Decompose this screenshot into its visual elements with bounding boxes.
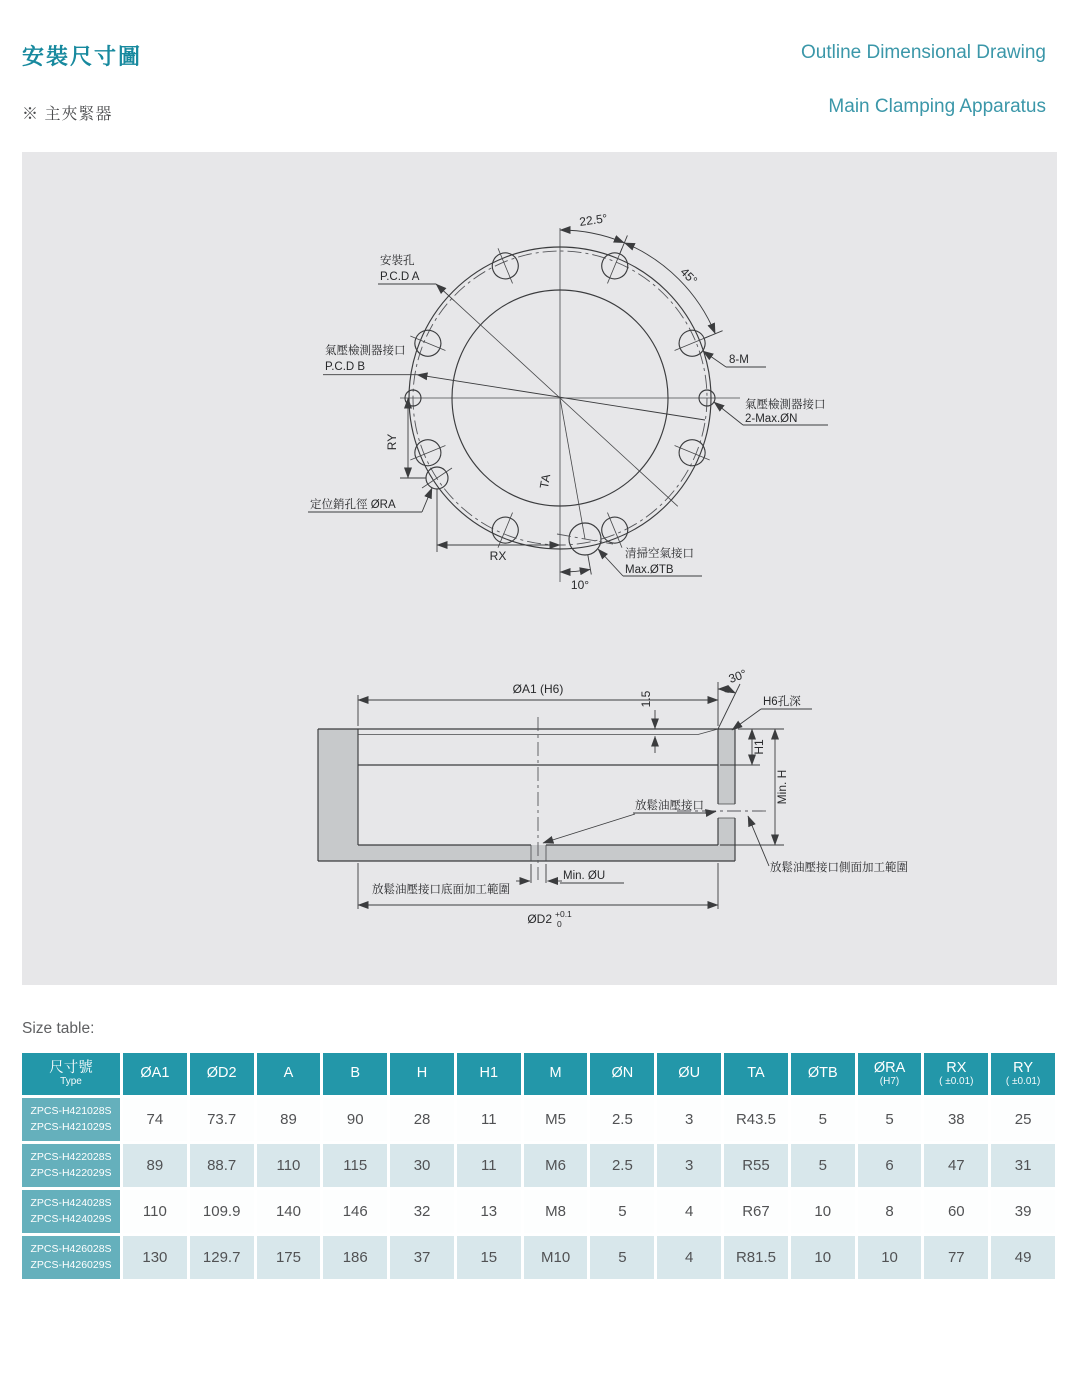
col-header-m: M [524,1053,588,1095]
value-cell: 74 [123,1098,187,1141]
pcda-leader [378,284,678,506]
page-subtitle-zh: ※ 主夾緊器 [22,106,113,123]
value-cell: 5 [590,1236,654,1279]
col-header-ra: ØRA (H7) [858,1053,922,1095]
value-cell: 5 [791,1144,855,1187]
col-header-a1: ØA1 [123,1053,187,1095]
side-view [318,666,908,929]
value-cell: 30 [390,1144,454,1187]
value-cell: 5 [858,1098,922,1141]
value-cell: 10 [791,1236,855,1279]
value-cell: 88.7 [190,1144,254,1187]
pin-hole-label: 定位銷孔徑 ØRA [310,499,396,511]
chamfer-label: 30° [726,666,749,686]
ta-label: TA [536,472,554,490]
value-cell: 110 [123,1190,187,1233]
size-table-caption: Size table: [22,1020,95,1037]
value-cell: 4 [657,1190,721,1233]
side-range-label: 放鬆油壓接口側面加工範圍 [770,862,908,874]
min-h-label: Min. H [775,769,789,805]
page-title-en-line2: Main Clamping Apparatus [828,96,1046,117]
purge-label-l2: Max.ØTB [625,564,674,576]
type-cell: ZPCS-H426028S ZPCS-H426029S [22,1236,120,1279]
h1-label: H1 [752,739,766,755]
mounting-hole-label-l2: P.C.D A [380,271,420,283]
value-cell: 140 [257,1190,321,1233]
size-table [22,1053,1055,1279]
page-title-zh: 安裝尺寸圖 [22,44,143,69]
release-port-label: 放鬆油壓接口 [635,800,704,812]
value-cell: 60 [924,1190,988,1233]
col-header-ry: RY ( ±0.01) [991,1053,1055,1095]
dimensional-drawing [22,152,1057,985]
ry-label: RY [385,433,399,451]
value-cell: 25 [991,1098,1055,1141]
value-cell: R81.5 [724,1236,788,1279]
value-cell: 89 [257,1098,321,1141]
section-right-wall-upper [718,729,735,804]
air-port-label-l2: 2-Max.ØN [745,413,798,425]
drawing-panel [22,152,1057,985]
col-header-rx: RX ( ±0.01) [924,1053,988,1095]
value-cell: 109.9 [190,1190,254,1233]
step-label: 1.5 [639,690,653,708]
col-header-a: A [257,1053,321,1095]
ry-dim [400,398,426,478]
value-cell: 11 [457,1098,521,1141]
value-cell: 77 [924,1236,988,1279]
purge-label-l1: 清掃空氣接口 [625,548,694,560]
value-cell: 6 [858,1144,922,1187]
value-cell: 28 [390,1098,454,1141]
value-cell: 39 [991,1190,1055,1233]
value-cell: 3 [657,1144,721,1187]
value-cell: 89 [123,1144,187,1187]
col-header-type: 尺寸號 Type [22,1053,120,1095]
value-cell: 49 [991,1236,1055,1279]
value-cell: 5 [590,1190,654,1233]
section-outlines [318,729,735,861]
value-cell: 13 [457,1190,521,1233]
type-cell: ZPCS-H421028S ZPCS-H421029S [22,1098,120,1141]
value-cell: 186 [323,1236,387,1279]
value-cell: R67 [724,1190,788,1233]
value-cell: 8 [858,1190,922,1233]
section-left-wall [318,729,358,861]
value-cell: 90 [323,1098,387,1141]
value-cell: 31 [991,1144,1055,1187]
type-cell: ZPCS-H424028S ZPCS-H424029S [22,1190,120,1233]
col-header-tb: ØTB [791,1053,855,1095]
type-cell: ZPCS-H422028S ZPCS-H422029S [22,1144,120,1187]
value-cell: M10 [524,1236,588,1279]
d2-tol-upper: +0.1 [555,909,572,919]
angle-45-label: 45° [677,264,701,288]
angle-10-dim [560,555,591,575]
col-header-n: ØN [590,1053,654,1095]
value-cell: R55 [724,1144,788,1187]
a1-label: ØA1 (H6) [512,682,564,696]
value-cell: 73.7 [190,1098,254,1141]
top-view [308,211,828,592]
col-header-b: B [323,1053,387,1095]
value-cell: 2.5 [590,1098,654,1141]
col-header-h1: H1 [457,1053,521,1095]
side-range-leader [748,816,769,866]
page-title-en-line1: Outline Dimensional Drawing [801,42,1046,63]
value-cell: R43.5 [724,1098,788,1141]
value-cell: 4 [657,1236,721,1279]
min-u-label: Min. ØU [563,870,606,882]
mounting-hole-label-l1: 安裝孔 [380,255,415,267]
ta-radial-line [560,398,585,539]
angle-dims [560,230,723,338]
value-cell: M5 [524,1098,588,1141]
value-cell: 11 [457,1144,521,1187]
air-sensor-label-l1: 氣壓檢測器接口 [325,345,406,357]
h6-depth-leader [732,709,812,730]
value-cell: 2.5 [590,1144,654,1187]
d2-label: ØD2 [527,912,552,926]
col-header-ta: TA [724,1053,788,1095]
value-cell: 110 [257,1144,321,1187]
section-right-wall-lower [718,818,735,845]
value-cell: 38 [924,1098,988,1141]
value-cell: M8 [524,1190,588,1233]
value-cell: 47 [924,1144,988,1187]
rx-dim [437,489,560,552]
pcdb-leader [323,375,705,420]
h6-depth-label: H6孔深 [763,696,801,708]
col-header-h: H [390,1053,454,1095]
value-cell: 5 [791,1098,855,1141]
chamfer-dim [718,684,740,729]
bottom-range-label: 放鬆油壓接口底面加工範圍 [372,884,510,896]
angle-22-5-label: 22.5° [578,211,609,229]
air-sensor-label-l2: P.C.D B [325,361,366,373]
col-header-d2: ØD2 [190,1053,254,1095]
value-cell: 146 [323,1190,387,1233]
col-header-u: ØU [657,1053,721,1095]
value-cell: 10 [858,1236,922,1279]
value-cell: 115 [323,1144,387,1187]
air-port-label-l1: 氣壓檢測器接口 [745,399,826,411]
value-cell: 32 [390,1190,454,1233]
value-cell: 130 [123,1236,187,1279]
bolt-spec-label: 8-M [729,354,749,366]
section-bottom [358,845,735,861]
value-cell: M6 [524,1144,588,1187]
value-cell: 129.7 [190,1236,254,1279]
value-cell: 37 [390,1236,454,1279]
d2-tol-lower: 0 [557,919,562,929]
value-cell: 3 [657,1098,721,1141]
value-cell: 10 [791,1190,855,1233]
release-port-leader [543,812,716,844]
value-cell: 175 [257,1236,321,1279]
value-cell: 15 [457,1236,521,1279]
angle-10-label: 10° [570,578,590,592]
rx-label: RX [489,549,507,563]
